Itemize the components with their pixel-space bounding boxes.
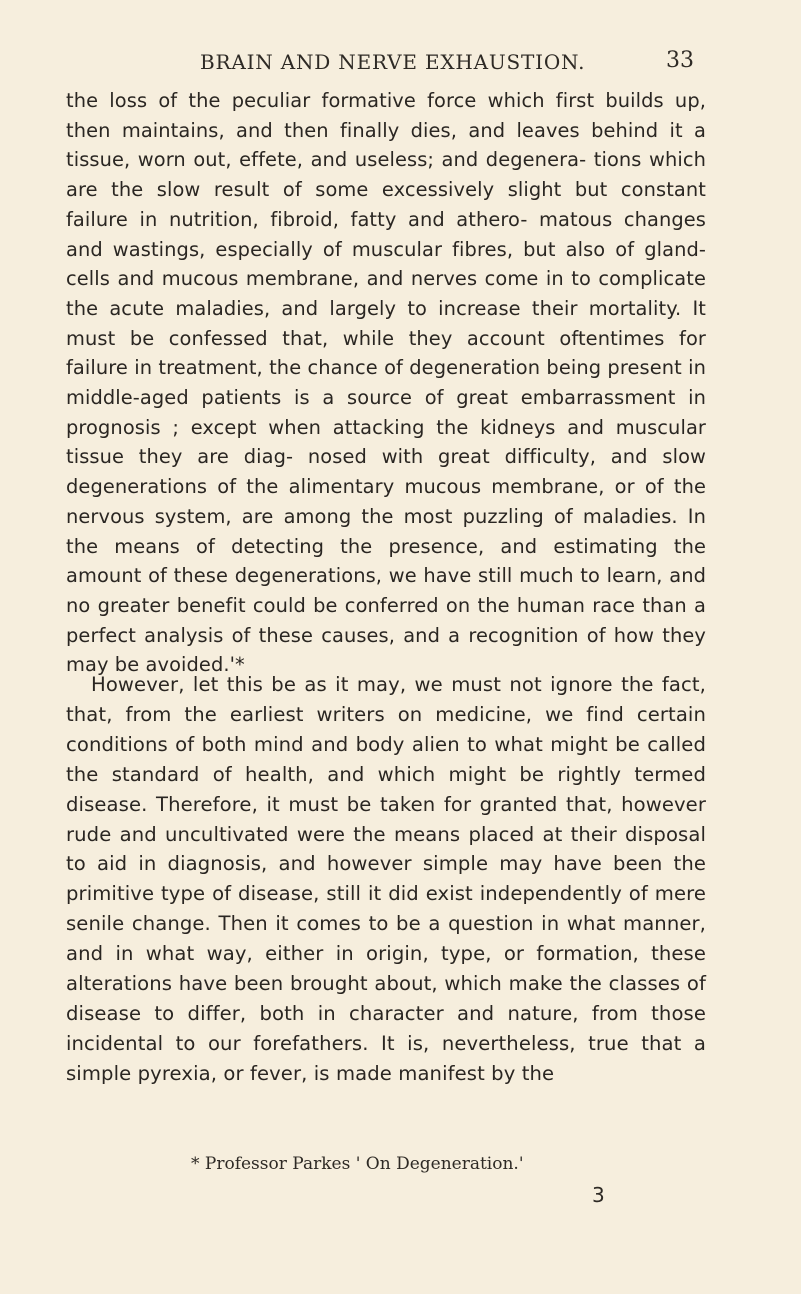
footnote: * Professor Parkes ' On Degeneration.' <box>191 1154 524 1174</box>
page-number: 33 <box>666 48 694 73</box>
paragraph-1: the loss of the peculiar formative force which first builds up, then maintains, and then finally dies, and leaves behind it a tissue, worn out, effete, and useless; and degenera- tions which are the slow result of some excessively slight but constant failure in nutrition, fibroid, fatty and athero- matous changes and wastings, especially of muscular fibres, but also of gland-cells and mucous membrane, and nerves come in to complicate the acute maladies, and largely to increase their mortality. It must be confessed that, while they account oftentimes for failure in treatment, the chance of degeneration being present in middle-aged patients is a source of great embarrassment in prognosis ; except when attacking the kidneys and muscular tissue they are diag- nosed with great difficulty, and slow degenerations of the alimentary mucous membrane, or of the nervous system, are among the most puzzling of maladies. In the means of detecting the presence, and estimating the amount of these degenerations, we have still much to learn, and no greater benefit could be conferred on the human race than a perfect analysis of these causes, and a recognition of how they may be avoided.'* <box>66 89 706 677</box>
signature-mark: 3 <box>592 1183 605 1207</box>
paragraph-2: However, let this be as it may, we must not ignore the fact, that, from the earliest writers on medicine, we find certain conditions of both mind and body alien to what might be called the standard of health, and which might be rightly termed disease. Therefore, it must be taken for granted that, however rude and uncultivated were the means placed at their disposal to aid in diagnosis, and however simple may have been the primitive type of disease, still it did exist independently of mere senile change. Then it comes to be a question in what manner, and in what way, either in origin, type, or formation, these alterations have been brought about, which make the classes of disease to differ, both in character and nature, from those incidental to our forefathers. It is, nevertheless, true that a simple pyrexia, or fever, is made manifest by the <box>66 673 706 1085</box>
running-head-title: BRAIN AND NERVE EXHAUSTION. <box>200 50 586 74</box>
